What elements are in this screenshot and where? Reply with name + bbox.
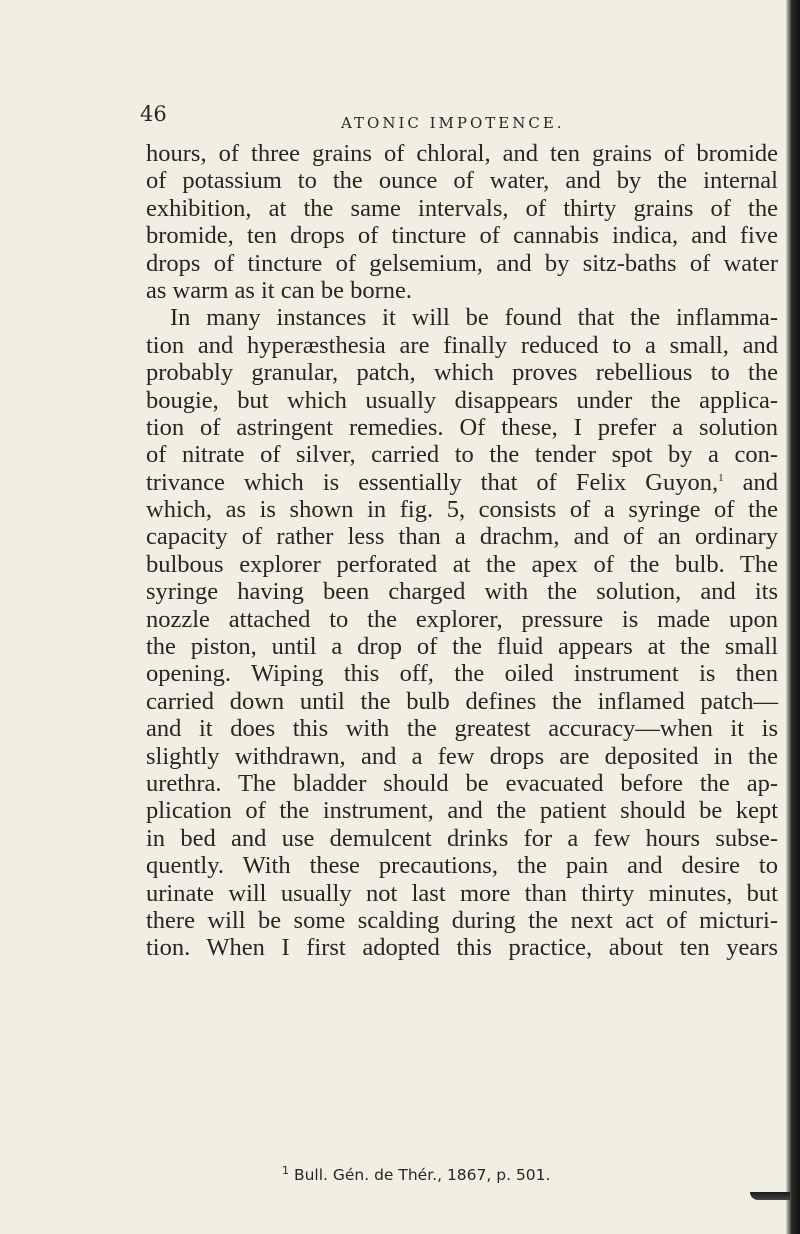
text-line: carried down until the bulb defines the inflamed patch—	[146, 687, 778, 715]
text-line-with-footnote	[146, 469, 778, 496]
text-line: in bed and use demulcent drinks for a few hours subse-	[146, 824, 778, 852]
text-line: In many instances it will be found that the inflamma-	[170, 304, 778, 332]
text-fragment: trivance which is essentially that of Felix Guyon,	[146, 468, 719, 496]
footnote-reference: 1	[718, 471, 724, 484]
page-corner-shadow	[750, 1192, 790, 1200]
text-line: bromide, ten drops of tincture of cannabis indica, and five	[146, 222, 778, 250]
page-edge-shadow	[786, 0, 800, 1234]
text-line: opening. Wiping this off, the oiled instrument is then	[146, 660, 778, 688]
text-line: urethra. The bladder should be evacuated before the ap-	[146, 769, 778, 797]
text-line: and it does this with the greatest accuracy—when it is	[146, 715, 778, 743]
text-line: there will be some scalding during the next act of micturi-	[146, 906, 778, 934]
text-fragment: and	[723, 468, 779, 496]
text-line: which, as is shown in fig. 5, consists of a syringe of the	[146, 496, 778, 524]
text-line: the piston, until a drop of the fluid appears at the small	[146, 633, 778, 661]
text-line: tion of astringent remedies. Of these, I prefer a solution	[146, 413, 778, 441]
text-line: probably granular, patch, which proves rebellious to the	[146, 359, 778, 387]
text-line: of nitrate of silver, carried to the tender spot by a con-	[146, 441, 778, 469]
page-number: 46	[140, 102, 167, 126]
text-line: tion. When I first adopted this practice, about ten years	[146, 934, 778, 962]
text-line: slightly withdrawn, and a few drops are deposited in the	[146, 742, 778, 770]
text-line: drops of tincture of gelsemium, and by sitz-baths of water	[146, 249, 778, 277]
text-line: exhibition, at the same intervals, of thirty grains of the	[146, 194, 778, 222]
footnote	[282, 1163, 551, 1184]
body-text	[146, 140, 778, 962]
text-line: syringe having been charged with the solution, and its	[146, 578, 778, 606]
text-line: hours, of three grains of chloral, and ten grains of bromide	[146, 140, 778, 167]
text-line: capacity of rather less than a drachm, and of an ordinary	[146, 523, 778, 551]
text-line: urinate will usually not last more than thirty minutes, but	[146, 879, 778, 907]
text-line: plication of the instrument, and the patient should be kept	[146, 797, 778, 825]
text-line: nozzle attached to the explorer, pressure is made upon	[146, 605, 778, 633]
footnote-marker: 1	[282, 1163, 289, 1177]
footnote-text: Bull. Gén. de Thér., 1867, p. 501.	[293, 1166, 551, 1184]
text-line: bulbous explorer perforated at the apex of the bulb. The	[146, 550, 778, 578]
text-line: of potassium to the ounce of water, and by the internal	[146, 167, 778, 195]
text-line: quently. With these precautions, the pain and desire to	[146, 852, 778, 880]
text-line: tion and hyperæsthesia are finally reduced to a small, and	[146, 331, 778, 359]
text-line: as warm as it can be borne.	[146, 276, 412, 304]
running-title: ATONIC IMPOTENCE.	[341, 114, 565, 132]
text-line: bougie, but which usually disappears under the applica-	[146, 386, 778, 414]
